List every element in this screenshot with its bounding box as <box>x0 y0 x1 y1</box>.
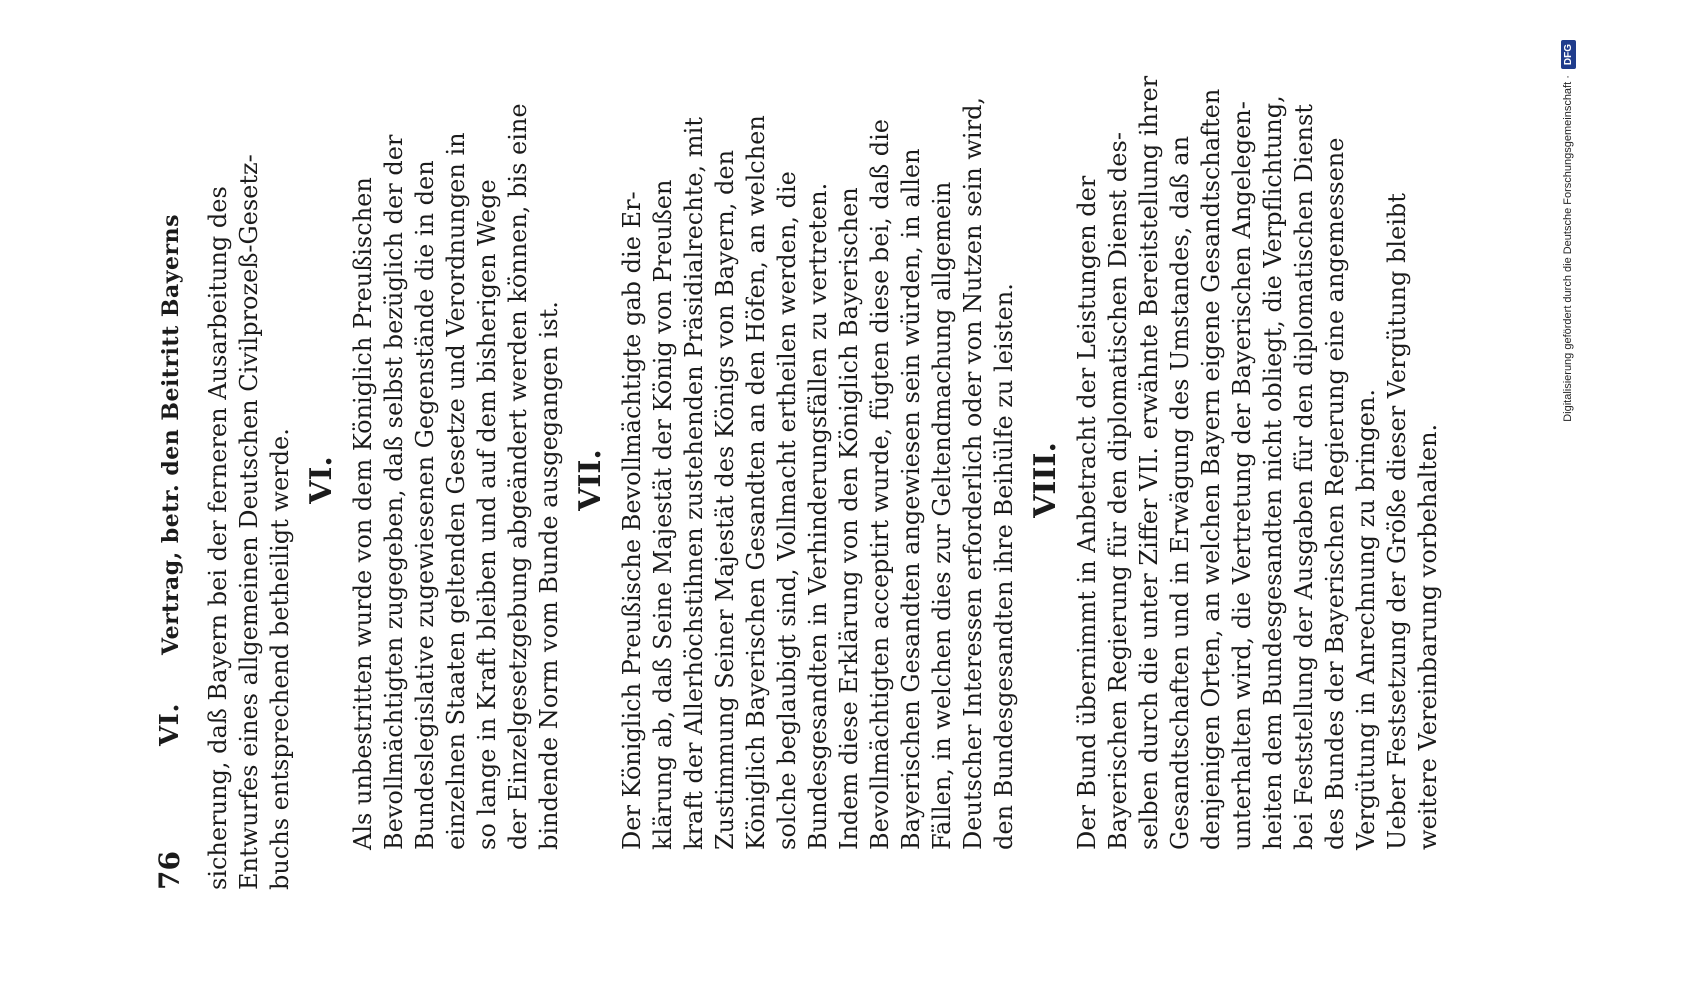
text-line: klärung ab, daß Seine Majestät der König von Preußen <box>649 179 677 850</box>
paragraph <box>1072 70 1382 890</box>
text-line: den Bundesgesandten ihre Beihülfe zu leisten. <box>990 283 1018 850</box>
running-title-section: VI. <box>155 703 185 747</box>
text-line: Indem diese Erklärung von den Königlich Bayerischen <box>835 187 863 850</box>
paragraph <box>203 70 296 890</box>
text-line: Der Königlich Preußische Bevollmächtigte gab die Er- <box>618 191 646 850</box>
text-line: denjenigen Orten, an welchen Bayern eigene Gesandtschaften <box>1197 88 1225 850</box>
section-heading: VIII. <box>1028 442 1063 518</box>
text-line: heiten dem Bundesgesandten nicht obliegt, die Verpflichtung, <box>1259 95 1287 850</box>
text-line: Bevollmächtigten acceptirt wurde, fügten diese bei, daß die <box>866 118 894 850</box>
rotated-document-page <box>143 70 1563 890</box>
paragraph <box>1382 70 1444 890</box>
paragraph <box>348 70 565 890</box>
paragraph <box>617 70 834 890</box>
text-line: Entwurfes eines allgemeinen Deutschen Civilprozeß-Gesetz- <box>235 154 263 890</box>
text-line: Zustimmung Seiner Majestät des Königs von Bayern, den <box>711 149 739 850</box>
text-line: Ueber Festsetzung der Größe dieser Vergütung bleibt <box>1383 193 1411 850</box>
page-header <box>143 70 193 890</box>
text-line: Königlich Bayerischen Gesandten an den Höfen, an welchen <box>742 115 770 850</box>
section-heading: VII. <box>573 449 608 511</box>
text-line: solche beglaubigt sind, Vollmacht ertheilen werden, die <box>773 171 801 850</box>
text-line: unterhalten wird, die Vertretung der Bayerischen Angelegen- <box>1228 101 1256 850</box>
text-line: sicherung, daß Bayern bei der ferneren Ausarbeitung des <box>204 186 232 890</box>
text-line: Bayerischen Regierung für den diplomatischen Dienst des- <box>1104 132 1132 850</box>
document-body <box>203 70 1444 890</box>
text-line: Vergütung in Anrechnung zu bringen. <box>1352 388 1380 850</box>
text-line: Bundeslegislative zugewiesenen Gegenstände die in den <box>411 160 439 850</box>
text-line: bindende Norm vom Bunde ausgegangen ist. <box>535 301 563 850</box>
text-line: Bayerischen Gesandten angewiesen sein würden, in allen <box>897 148 925 850</box>
running-title <box>155 70 185 890</box>
text-line: Deutscher Interessen erforderlich oder von Nutzen sein wird, <box>959 96 987 850</box>
digitization-credit-text: Digitalisierung gefördert durch die Deutsche Forschungsgemeinschaft · <box>1562 75 1574 422</box>
section-heading: VI. <box>304 456 339 504</box>
text-line: Gesandtschaften und in Erwägung des Umstandes, daß an <box>1166 135 1194 850</box>
text-line: Als unbestritten wurde von dem Königlich Preußischen <box>349 177 377 850</box>
text-line: der Einzelgesetzgebung abgeändert werden können, bis eine <box>504 103 532 850</box>
text-line: weitere Vereinbarung vorbehalten. <box>1414 423 1442 850</box>
text-line: buchs entsprechend betheiligt werde. <box>266 428 294 890</box>
text-line: kraft der Allerhöchstihnen zustehenden Präsidialrechte, mit <box>680 117 708 850</box>
text-line: Fällen, in welchen dies zur Geltendmachung allgemein <box>928 181 956 850</box>
text-line: Bundesgesandten in Verhinderungsfällen zu vertreten. <box>804 182 832 850</box>
text-line: Bevollmächtigten zugegeben, daß selbst bezüglich der der <box>380 134 408 850</box>
text-line: selben durch die unter Ziffer VII. erwähnte Bereitstellung ihrer <box>1135 75 1163 850</box>
digitization-credit <box>1548 40 1586 940</box>
text-line: einzelnen Staaten geltenden Gesetze und Verordnungen in <box>442 132 470 850</box>
text-line: so lange in Kraft bleiben und auf dem bisherigen Wege <box>473 179 501 850</box>
running-title-text: Vertrag, betr. den Beitritt Bayerns <box>158 213 184 655</box>
text-line: Der Bund übernimmt in Anbetracht der Leistungen der <box>1073 175 1101 850</box>
text-line: bei Feststellung der Ausgaben für den diplomatischen Dienst <box>1290 104 1318 850</box>
text-line: des Bundes der Bayerischen Regierung eine angemessene <box>1321 137 1349 850</box>
paragraph <box>834 70 1020 890</box>
page-number: 76 <box>153 851 186 890</box>
dfg-logo: DFG <box>1561 40 1576 69</box>
